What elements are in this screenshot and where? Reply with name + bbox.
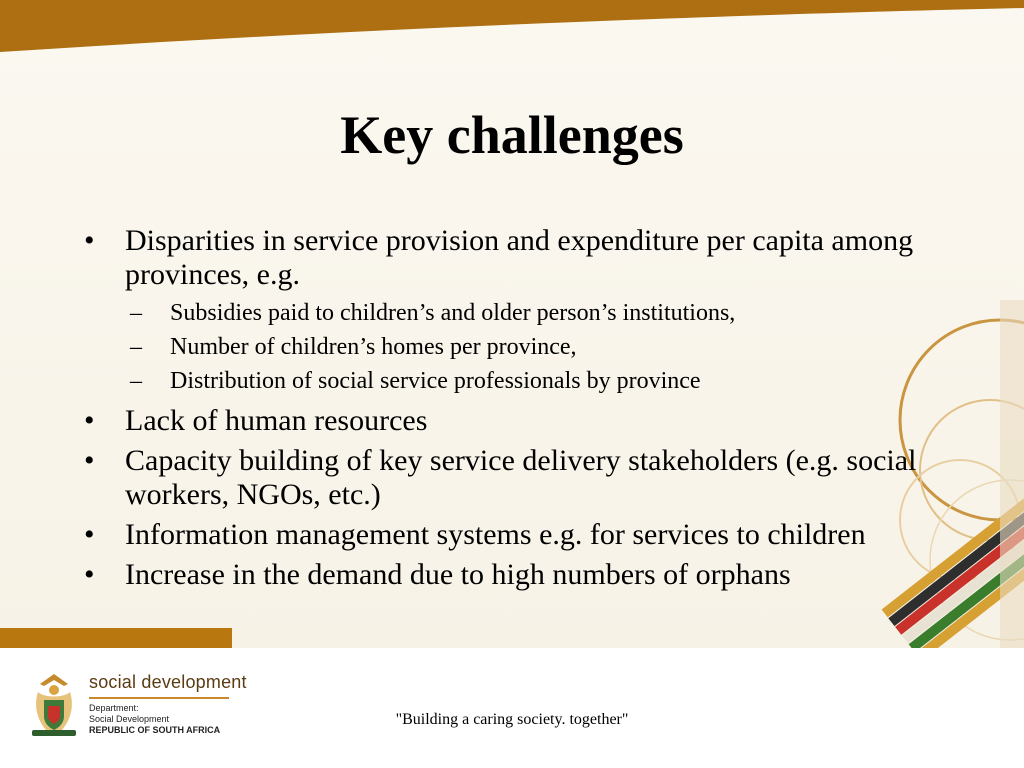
bullet-item [84,558,924,592]
bullet-item [84,224,924,292]
sub-bullet-text: Number of children’s homes per province, [170,334,577,360]
sub-bullet-text: Distribution of social service professionals by province [170,368,701,394]
bullet-marker: • [84,404,95,437]
sub-bullet-list [84,298,924,396]
sub-bullet-marker: – [130,300,142,326]
sub-bullet-text: Subsidies paid to children’s and older person’s institutions, [170,300,736,326]
footer-tagline: "Building a caring society. together" [395,711,629,728]
dept-line-3: REPUBLIC OF SOUTH AFRICA [89,725,221,735]
dept-line-2: Social Development [89,714,170,724]
bullet-text: Increase in the demand due to high numbers of orphans [125,558,791,591]
bullet-text: Disparities in service provision and expenditure per capita among provinces, e.g. [125,224,914,291]
sub-bullet-item [130,366,924,396]
dept-line-1: Department: [89,703,139,713]
bullet-item [84,518,924,552]
sub-bullet-item [130,298,924,328]
bullet-text: Information management systems e.g. for services to children [125,518,866,551]
sub-bullet-marker: – [130,368,142,394]
footer-accent-band [0,628,232,648]
sub-bullet-marker: – [130,334,142,360]
bullet-marker: • [84,518,95,551]
brand-underline [89,697,229,699]
brand-name: social development [89,672,247,692]
coat-of-arms-logo [24,670,84,740]
slide-title: Key challenges [340,105,684,165]
bullet-item [84,444,924,512]
bullet-text: Capacity building of key service delivery stakeholders (e.g. social workers, NGOs, etc.) [125,444,917,511]
slide-content [84,224,924,598]
bullet-marker: • [84,224,95,257]
bullet-item [84,404,924,438]
bullet-text: Lack of human resources [125,404,428,437]
sub-bullet-item [130,332,924,362]
bullet-marker: • [84,444,95,477]
bullet-marker: • [84,558,95,591]
